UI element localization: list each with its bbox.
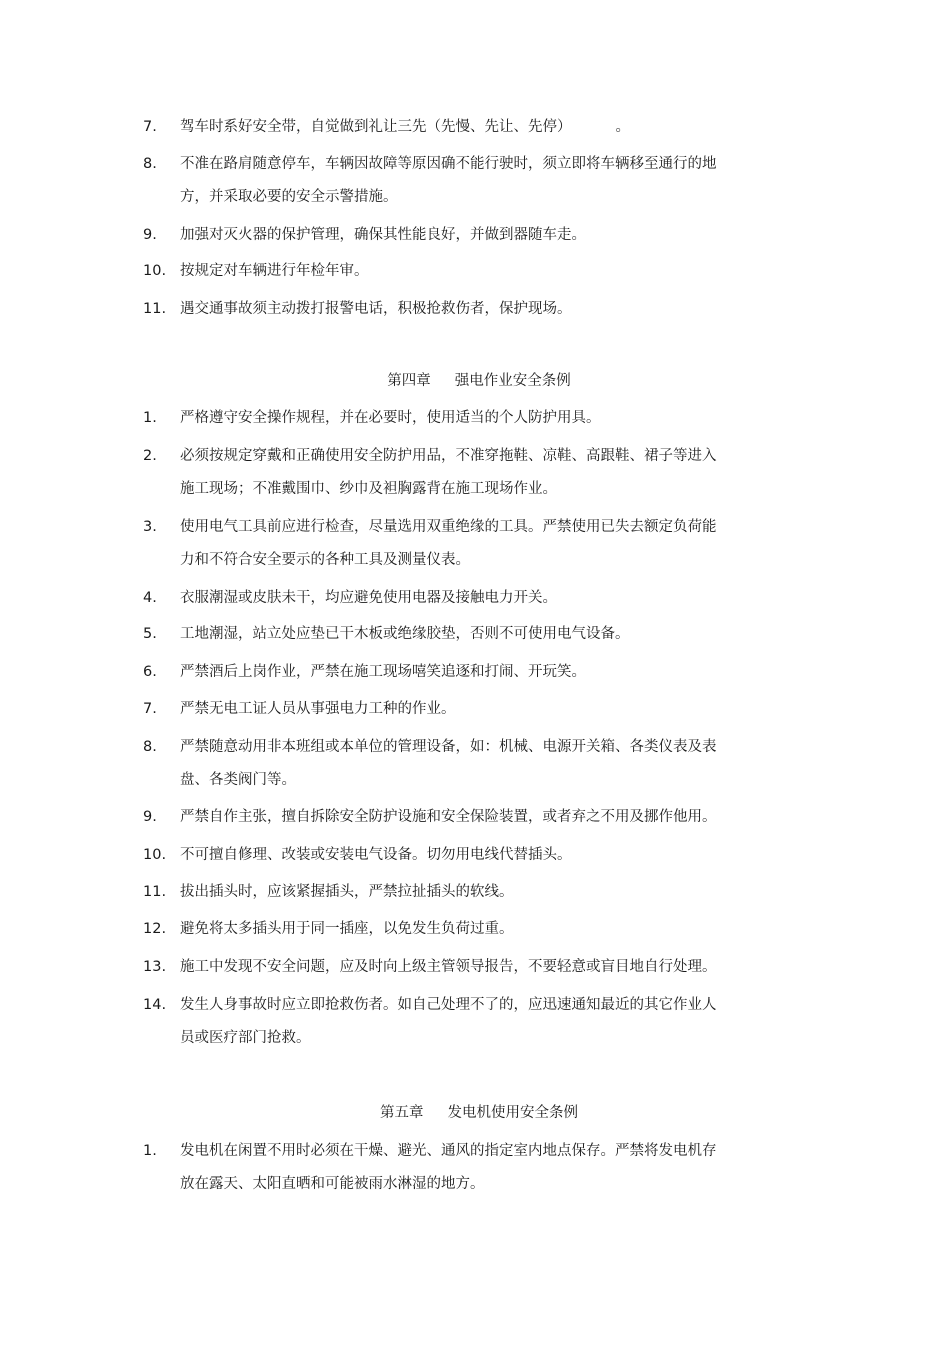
- item-number: 3.: [143, 519, 157, 535]
- item-line: 发生人身事故时应立即抢救伤者。如自己处理不了的，应迅速通知最近的其它作业人: [180, 997, 717, 1013]
- list-item: [143, 839, 743, 872]
- list-item: [143, 801, 743, 834]
- item-number: 1.: [143, 410, 157, 426]
- item-number: 10.: [143, 263, 167, 279]
- item-text: [180, 876, 740, 909]
- item-line: 衣服潮湿或皮肤未干，均应避免使用电器及接触电力开关。: [180, 590, 557, 606]
- item-text: [180, 693, 740, 726]
- chapter-title: 强电作业安全条例: [454, 373, 571, 389]
- chapter-number: 第五章: [380, 1105, 424, 1121]
- item-line: 使用电气工具前应进行检查，尽量选用双重绝缘的工具。严禁使用已失去额定负荷能: [180, 519, 717, 535]
- chapter-heading: [0, 370, 950, 392]
- list-item: [143, 402, 743, 435]
- item-line: 工地潮湿，站立处应垫已干木板或绝缘胶垫，否则不可使用电气设备。: [180, 626, 630, 642]
- item-text: [180, 913, 740, 946]
- item-text: [180, 618, 740, 651]
- item-line: 力和不符合安全要示的各种工具及测量仪表。: [180, 552, 470, 568]
- chapter-number: 第四章: [387, 373, 431, 389]
- item-line: 严禁随意动用非本班组或本单位的管理设备，如：机械、电源开关箱、各类仪表及表: [180, 739, 717, 755]
- item-line: 施工现场；不准戴围巾、纱巾及袒胸露背在施工现场作业。: [180, 481, 557, 497]
- list-item: [143, 951, 743, 984]
- item-line: 不可擅自修理、改装或安装电气设备。切勿用电线代替插头。: [180, 847, 572, 863]
- item-number: 10.: [143, 847, 167, 863]
- item-number: 4.: [143, 590, 157, 606]
- chapter-title: 发电机使用安全条例: [447, 1105, 578, 1121]
- item-line: 避免将太多插头用于同一插座，以免发生负荷过重。: [180, 921, 514, 937]
- item-line: 按规定对车辆进行年检年审。: [180, 263, 369, 279]
- list-item: [143, 913, 743, 946]
- list-item: [143, 989, 743, 1055]
- item-number: 11.: [143, 884, 167, 900]
- item-number: 2.: [143, 448, 157, 464]
- item-text: [180, 731, 740, 797]
- item-number: 6.: [143, 664, 157, 680]
- list-item: [143, 148, 743, 214]
- item-line: 员或医疗部门抢救。: [180, 1030, 311, 1046]
- item-number: 9.: [143, 227, 157, 243]
- item-line: 必须按规定穿戴和正确使用安全防护用品，不准穿拖鞋、凉鞋、高跟鞋、裙子等进入: [180, 448, 717, 464]
- item-line: 不准在路肩随意停车，车辆因故障等原因确不能行驶时，须立即将车辆移至通行的地: [180, 156, 717, 172]
- item-text: [180, 951, 740, 984]
- list-item: [143, 293, 743, 326]
- item-line: 严禁自作主张，擅自拆除安全防护设施和安全保险装置，或者弃之不用及挪作他用。: [180, 809, 717, 825]
- chapter-heading: [0, 1102, 950, 1124]
- item-text: [180, 402, 740, 435]
- list-item: [143, 731, 743, 797]
- list-item: [143, 656, 743, 689]
- item-line: 遇交通事故须主动拨打报警电话，积极抢救伤者，保护现场。: [180, 301, 572, 317]
- list-item: [143, 111, 743, 144]
- item-number: 7.: [143, 701, 157, 717]
- item-text: [180, 511, 740, 577]
- list-item: [143, 219, 743, 252]
- item-line: 严禁无电工证人员从事强电力工种的作业。: [180, 701, 456, 717]
- list-item: [143, 255, 743, 288]
- item-text: [180, 801, 740, 834]
- item-line: 施工中发现不安全问题，应及时向上级主管领导报告，不要轻意或盲目地自行处理。: [180, 959, 717, 975]
- item-text: [180, 440, 740, 506]
- item-text: [180, 656, 740, 689]
- item-text: [180, 255, 740, 288]
- item-text: [180, 148, 740, 214]
- list-item: [143, 440, 743, 506]
- item-line: 拔出插头时，应该紧握插头，严禁拉扯插头的软线。: [180, 884, 514, 900]
- item-text: [180, 989, 740, 1055]
- item-text: [180, 219, 740, 252]
- item-text: [180, 582, 740, 615]
- item-number: 7.: [143, 119, 157, 135]
- item-line: 发电机在闲置不用时必须在干燥、避光、通风的指定室内地点保存。严禁将发电机存: [180, 1143, 717, 1159]
- item-line: 放在露天、太阳直晒和可能被雨水淋湿的地方。: [180, 1176, 485, 1192]
- item-number: 8.: [143, 739, 157, 755]
- item-number: 1.: [143, 1143, 157, 1159]
- list-item: [143, 582, 743, 615]
- list-item: [143, 876, 743, 909]
- item-text: [180, 111, 740, 144]
- item-number: 12.: [143, 921, 167, 937]
- item-number: 14.: [143, 997, 167, 1013]
- item-line: 加强对灭火器的保护管理，确保其性能良好，并做到器随车走。: [180, 227, 586, 243]
- item-line: 方，并采取必要的安全示警措施。: [180, 189, 398, 205]
- item-text: [180, 293, 740, 326]
- item-text: [180, 839, 740, 872]
- item-number: 11.: [143, 301, 167, 317]
- item-number: 8.: [143, 156, 157, 172]
- item-number: 9.: [143, 809, 157, 825]
- item-text: [180, 1135, 740, 1201]
- list-item: [143, 1135, 743, 1201]
- list-item: [143, 511, 743, 577]
- item-number: 5.: [143, 626, 157, 642]
- item-line: 盘、各类阀门等。: [180, 772, 296, 788]
- list-item: [143, 618, 743, 651]
- item-line: 严格遵守安全操作规程，并在必要时，使用适当的个人防护用具。: [180, 410, 601, 426]
- item-number: 13.: [143, 959, 167, 975]
- item-line: 驾车时系好安全带，自觉做到礼让三先（先慢、先让、先停） 。: [180, 119, 630, 135]
- list-item: [143, 693, 743, 726]
- item-line: 严禁酒后上岗作业，严禁在施工现场嘻笑追逐和打闹、开玩笑。: [180, 664, 586, 680]
